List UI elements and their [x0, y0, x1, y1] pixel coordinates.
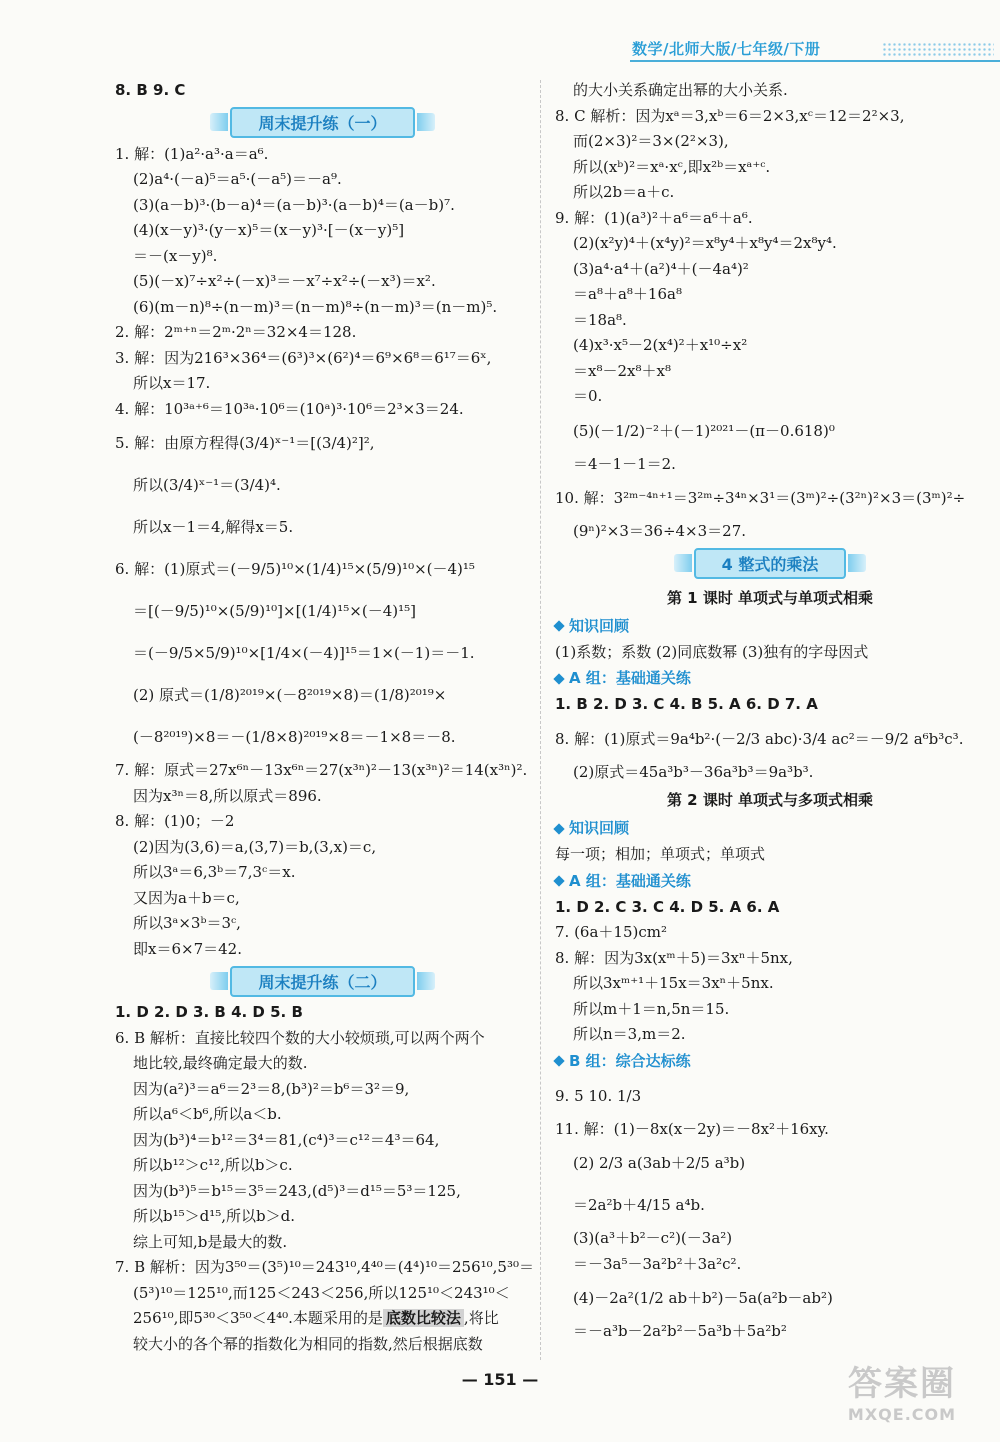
answer-line: (2)a⁴·(－a)⁵＝a⁵·(－a⁵)＝－a⁹.: [133, 170, 342, 188]
right-column: [555, 78, 985, 1345]
answer-line: 7. 解：原式＝27x⁶ⁿ－13x⁶ⁿ＝27(x³ⁿ)²－13(x³ⁿ)²＝14(x³ⁿ)².: [115, 761, 528, 779]
answer-line: ＝[(－9/5)¹⁰×(5/9)¹⁰]×[(1/4)¹⁵×(－4)¹⁵]: [133, 602, 417, 620]
banner-title: 周末提升练（二）: [230, 966, 414, 997]
answer-line: 较大小的各个幂的指数化为相同的指数,然后根据底数: [133, 1334, 483, 1353]
answers-8-9: 8. B 9. C: [115, 81, 186, 99]
answer-line: 6. 解：(1)原式＝(－9/5)¹⁰×(1/4)¹⁵×(5/9)¹⁰×(－4)¹⁵: [115, 560, 475, 578]
diamond-icon: [553, 823, 564, 834]
answer-line: (5)(－1/2)⁻²＋(－1)²⁰²¹－(π－0.618)⁰: [573, 421, 835, 440]
answer-line: 所以3ᵃ×3ᵇ＝3ᶜ,: [133, 914, 241, 932]
answer-line: 8. 解：因为3x(xᵐ＋5)＝3xⁿ＋5nx,: [555, 948, 793, 967]
header-dot-pattern: [882, 42, 994, 56]
answer-text: ,将比: [463, 1309, 499, 1327]
answer-line: ＝2a²b＋4/15 a⁴b.: [573, 1196, 705, 1214]
diamond-icon: [553, 620, 564, 631]
answer-line: ＝－3a⁵－3a²b²＋3a²c².: [573, 1254, 742, 1273]
answer-line: ＝－a³b－2a²b²－5a³b＋5a²b²: [573, 1322, 787, 1340]
column-divider: [540, 80, 541, 1360]
section-review-1: [555, 613, 985, 640]
answer-line: 6. B 解析：直接比较四个数的大小较烦琐,可以两个两个: [115, 1028, 485, 1047]
answer-line: (4)x³·x⁵－2(x⁴)²＋x¹⁰÷x²: [573, 336, 748, 354]
answer-line: 5. 解：由原方程得(3/4)ˣ⁻¹＝[(3/4)²]²,: [115, 434, 375, 452]
answer-line: ＝x⁸－2x⁸＋x⁸: [573, 361, 671, 380]
banner-section-4: [555, 545, 985, 583]
section-group-a-1: [555, 665, 985, 692]
answer-line: ＝a⁸＋a⁸＋16a⁸: [573, 285, 682, 303]
answer-line: (2)原式＝45a³b³－36a³b³＝9a³b³.: [573, 762, 814, 781]
left-column: [115, 78, 535, 1357]
watermark-main: 答案圈: [848, 1364, 956, 1404]
answer-line: 而(2×3)²＝3×(2²×3),: [573, 132, 729, 150]
answer-line: 所以b¹²＞c¹²,所以b＞c.: [133, 1156, 293, 1174]
answer-line: (5³)¹⁰＝125¹⁰,而125＜243＜256,所以125¹⁰＜243¹⁰＜: [133, 1283, 510, 1302]
answer-line: (2)(x²y)⁴＋(x⁴y)²＝x⁸y⁴＋x⁸y⁴＝2x⁸y⁴.: [573, 234, 837, 252]
answer-line: 10. 解：3²ᵐ⁻⁴ⁿ⁺¹＝3²ᵐ÷3⁴ⁿ×3¹＝(3ᵐ)²÷(3²ⁿ)²×3＝(3ᵐ)²÷: [555, 489, 966, 507]
answer-line: 因为(b³)⁵＝b¹⁵＝3⁵＝243,(d⁵)³＝d¹⁵＝5³＝125,: [133, 1181, 461, 1200]
answer-line: 7. B 解析：因为3⁵⁰＝(3⁵)¹⁰＝243¹⁰,4⁴⁰＝(4⁴)¹⁰＝256¹⁰,5³⁰＝: [115, 1258, 535, 1276]
answer-line: 所以3ᵃ＝6,3ᵇ＝7,3ᶜ＝x.: [133, 863, 296, 881]
answer-line: ＝(－9/5×5/9)¹⁰×[1/4×(－4)]¹⁵＝1×(－1)＝－1.: [133, 644, 475, 662]
answer-line: 所以x＝17.: [133, 374, 211, 392]
answer-line: 3. 解：因为216³×36⁴＝(6³)³×(6²)⁴＝6⁹×6⁸＝6¹⁷＝6ˣ,: [115, 348, 492, 367]
answer-line: 9. 5 10. 1/3: [555, 1086, 642, 1105]
banner-weekend-1: [115, 104, 530, 142]
answer-line: 所以x－1＝4,解得x＝5.: [133, 518, 294, 536]
answer-line: 所以2b＝a＋c.: [573, 183, 675, 201]
answer-line: ＝－(x－y)⁸.: [133, 246, 218, 265]
diamond-icon: [553, 673, 564, 684]
lesson-1-title: 第 1 课时 单项式与单项式相乘: [666, 588, 874, 607]
page-number: — 151 —: [461, 1370, 539, 1389]
answer-line: 所以b¹⁵＞d¹⁵,所以b＞d.: [133, 1207, 295, 1225]
section-label: B 组：综合达标练: [569, 1051, 691, 1070]
answer-line: 1. D 2. C 3. C 4. D 5. A 6. A: [555, 897, 780, 916]
answer-line: (3)(a－b)³·(b－a)⁴＝(a－b)³·(a－b)⁴＝(a－b)⁷.: [133, 195, 455, 214]
highlight-base-comparison: 底数比较法: [383, 1309, 464, 1327]
section-group-b: [555, 1048, 985, 1075]
answer-line: (2)因为(3,6)＝a,(3,7)＝b,(3,x)＝c,: [133, 837, 377, 856]
banner-title: 周末提升练（一）: [230, 107, 414, 138]
diamond-icon: [553, 875, 564, 886]
section-label: 知识回顾: [569, 616, 630, 635]
answer-line: 7. (6a＋15)cm²: [555, 923, 667, 941]
watermark-logo: [812, 1362, 992, 1432]
answer-line: 综上可知,b是最大的数.: [133, 1232, 288, 1251]
answer-line: (5)(－x)⁷÷x²÷(－x)³＝－x⁷÷x²÷(－x³)＝x².: [133, 272, 436, 290]
watermark-url: MXQE.COM: [847, 1405, 957, 1424]
answer-line: (3)(a³＋b²－c²)(－3a²): [573, 1229, 733, 1247]
answer-line: 因为(b³)⁴＝b¹²＝3⁴＝81,(c⁴)³＝c¹²＝4³＝64,: [133, 1130, 440, 1149]
answer-line: 因为x³ⁿ＝8,所以原式＝896.: [133, 786, 322, 805]
answer-line: 8. C 解析：因为xᵃ＝3,xᵇ＝6＝2×3,xᶜ＝12＝2²×3,: [555, 106, 905, 125]
answer-line: 1. 解：(1)a²·a³·a＝a⁶.: [115, 144, 269, 163]
answer-line: (6)(m－n)⁸÷(n－m)³＝(n－m)⁸÷(n－m)³＝(n－m)⁵.: [133, 297, 498, 316]
answer-line: 所以n＝3,m＝2.: [573, 1025, 686, 1043]
answer-line: (9ⁿ)²×3＝36÷4×3＝27.: [573, 522, 747, 540]
answer-line: 所以m＋1＝n,5n＝15.: [573, 999, 730, 1018]
answer-line: 所以(3/4)ˣ⁻¹＝(3/4)⁴.: [133, 476, 281, 494]
answer-line: (－8²⁰¹⁹)×8＝－(1/8×8)²⁰¹⁹×8＝－1×8＝－8.: [133, 728, 456, 746]
answer-line: ＝4－1－1＝2.: [573, 454, 676, 473]
answer-line: 所以a⁶＜b⁶,所以a＜b.: [133, 1105, 282, 1123]
answer-line: (4)－2a²(1/2 ab＋b²)－5a(a²b－ab²): [573, 1289, 833, 1307]
banner-weekend-2: [115, 962, 530, 1000]
answer-line: 即x＝6×7＝42.: [133, 939, 242, 958]
answer-line: 每一项；相加；单项式；单项式: [555, 845, 766, 863]
answer-line: (3)a⁴·a⁴＋(a²)⁴＋(－4a⁴)²: [573, 259, 749, 278]
answer-line: (2) 原式＝(1/8)²⁰¹⁹×(－8²⁰¹⁹×8)＝(1/8)²⁰¹⁹×: [133, 686, 447, 704]
book-title: 数学/北师大版/七年级/下册: [632, 40, 821, 58]
answer-line: 所以(xᵇ)²＝xᵃ·xᶜ,即x²ᵇ＝xᵃ⁺ᶜ.: [573, 157, 771, 176]
diamond-icon: [553, 1055, 564, 1066]
section-group-a-2: [555, 868, 985, 895]
answer-line-with-highlight: [115, 1306, 530, 1332]
answer-line: (4)(x－y)³·(y－x)⁵＝(x－y)³·[－(x－y)⁵]: [133, 221, 405, 239]
banner-title: 4 整式的乘法: [694, 548, 847, 579]
lesson-2-title: 第 2 课时 单项式与多项式相乘: [666, 791, 874, 809]
answer-line: 2. 解：2ᵐ⁺ⁿ＝2ᵐ·2ⁿ＝32×4＝128.: [115, 323, 357, 341]
answer-text: 256¹⁰,即5³⁰＜3⁵⁰＜4⁴⁰.本题采用的是: [133, 1309, 383, 1327]
answer-line: (2) 2/3 a(3ab＋2/5 a³b): [573, 1154, 746, 1172]
section-review-2: [555, 815, 985, 842]
answer-line: 9. 解：(1)(a³)²＋a⁶＝a⁶＋a⁶.: [555, 208, 753, 227]
answer-line: 8. 解：(1)原式＝9a⁴b²·(－2/3 abc)·3/4 ac²＝－9/2 a⁶b³c³.: [555, 729, 964, 748]
section-label: A 组：基础通关练: [569, 669, 691, 687]
section-label: A 组：基础通关练: [569, 871, 691, 890]
answer-line: 4. 解：10³ᵃ⁺⁶＝10³ᵃ·10⁶＝(10ᵃ)³·10⁶＝2³×3＝24.: [115, 399, 464, 418]
answer-line: 因为(a²)³＝a⁶＝2³＝8,(b³)²＝b⁶＝3²＝9,: [133, 1079, 410, 1098]
answer-line: (1)系数；系数 (2)同底数幂 (3)独有的字母因式: [555, 642, 869, 661]
answer-line: 地比较,最终确定最大的数.: [133, 1054, 308, 1072]
answer-line: ＝18a⁸.: [573, 310, 627, 329]
answer-line: 11. 解：(1)－8x(x－2y)＝－8x²＋16xy.: [555, 1119, 829, 1138]
section-label: 知识回顾: [569, 819, 630, 837]
answer-line: 所以3xᵐ⁺¹＋15x＝3xⁿ＋5nx.: [573, 974, 774, 992]
answer-line: ＝0.: [573, 387, 603, 405]
answer-line: 的大小关系确定出幂的大小关系.: [573, 81, 788, 99]
answer-line: 1. D 2. D 3. B 4. D 5. B: [115, 1003, 303, 1021]
answer-line: 1. B 2. D 3. C 4. B 5. A 6. D 7. A: [555, 695, 818, 713]
answer-line: 又因为a＋b＝c,: [133, 888, 240, 907]
answer-line: 8. 解：(1)0；－2: [115, 812, 235, 830]
